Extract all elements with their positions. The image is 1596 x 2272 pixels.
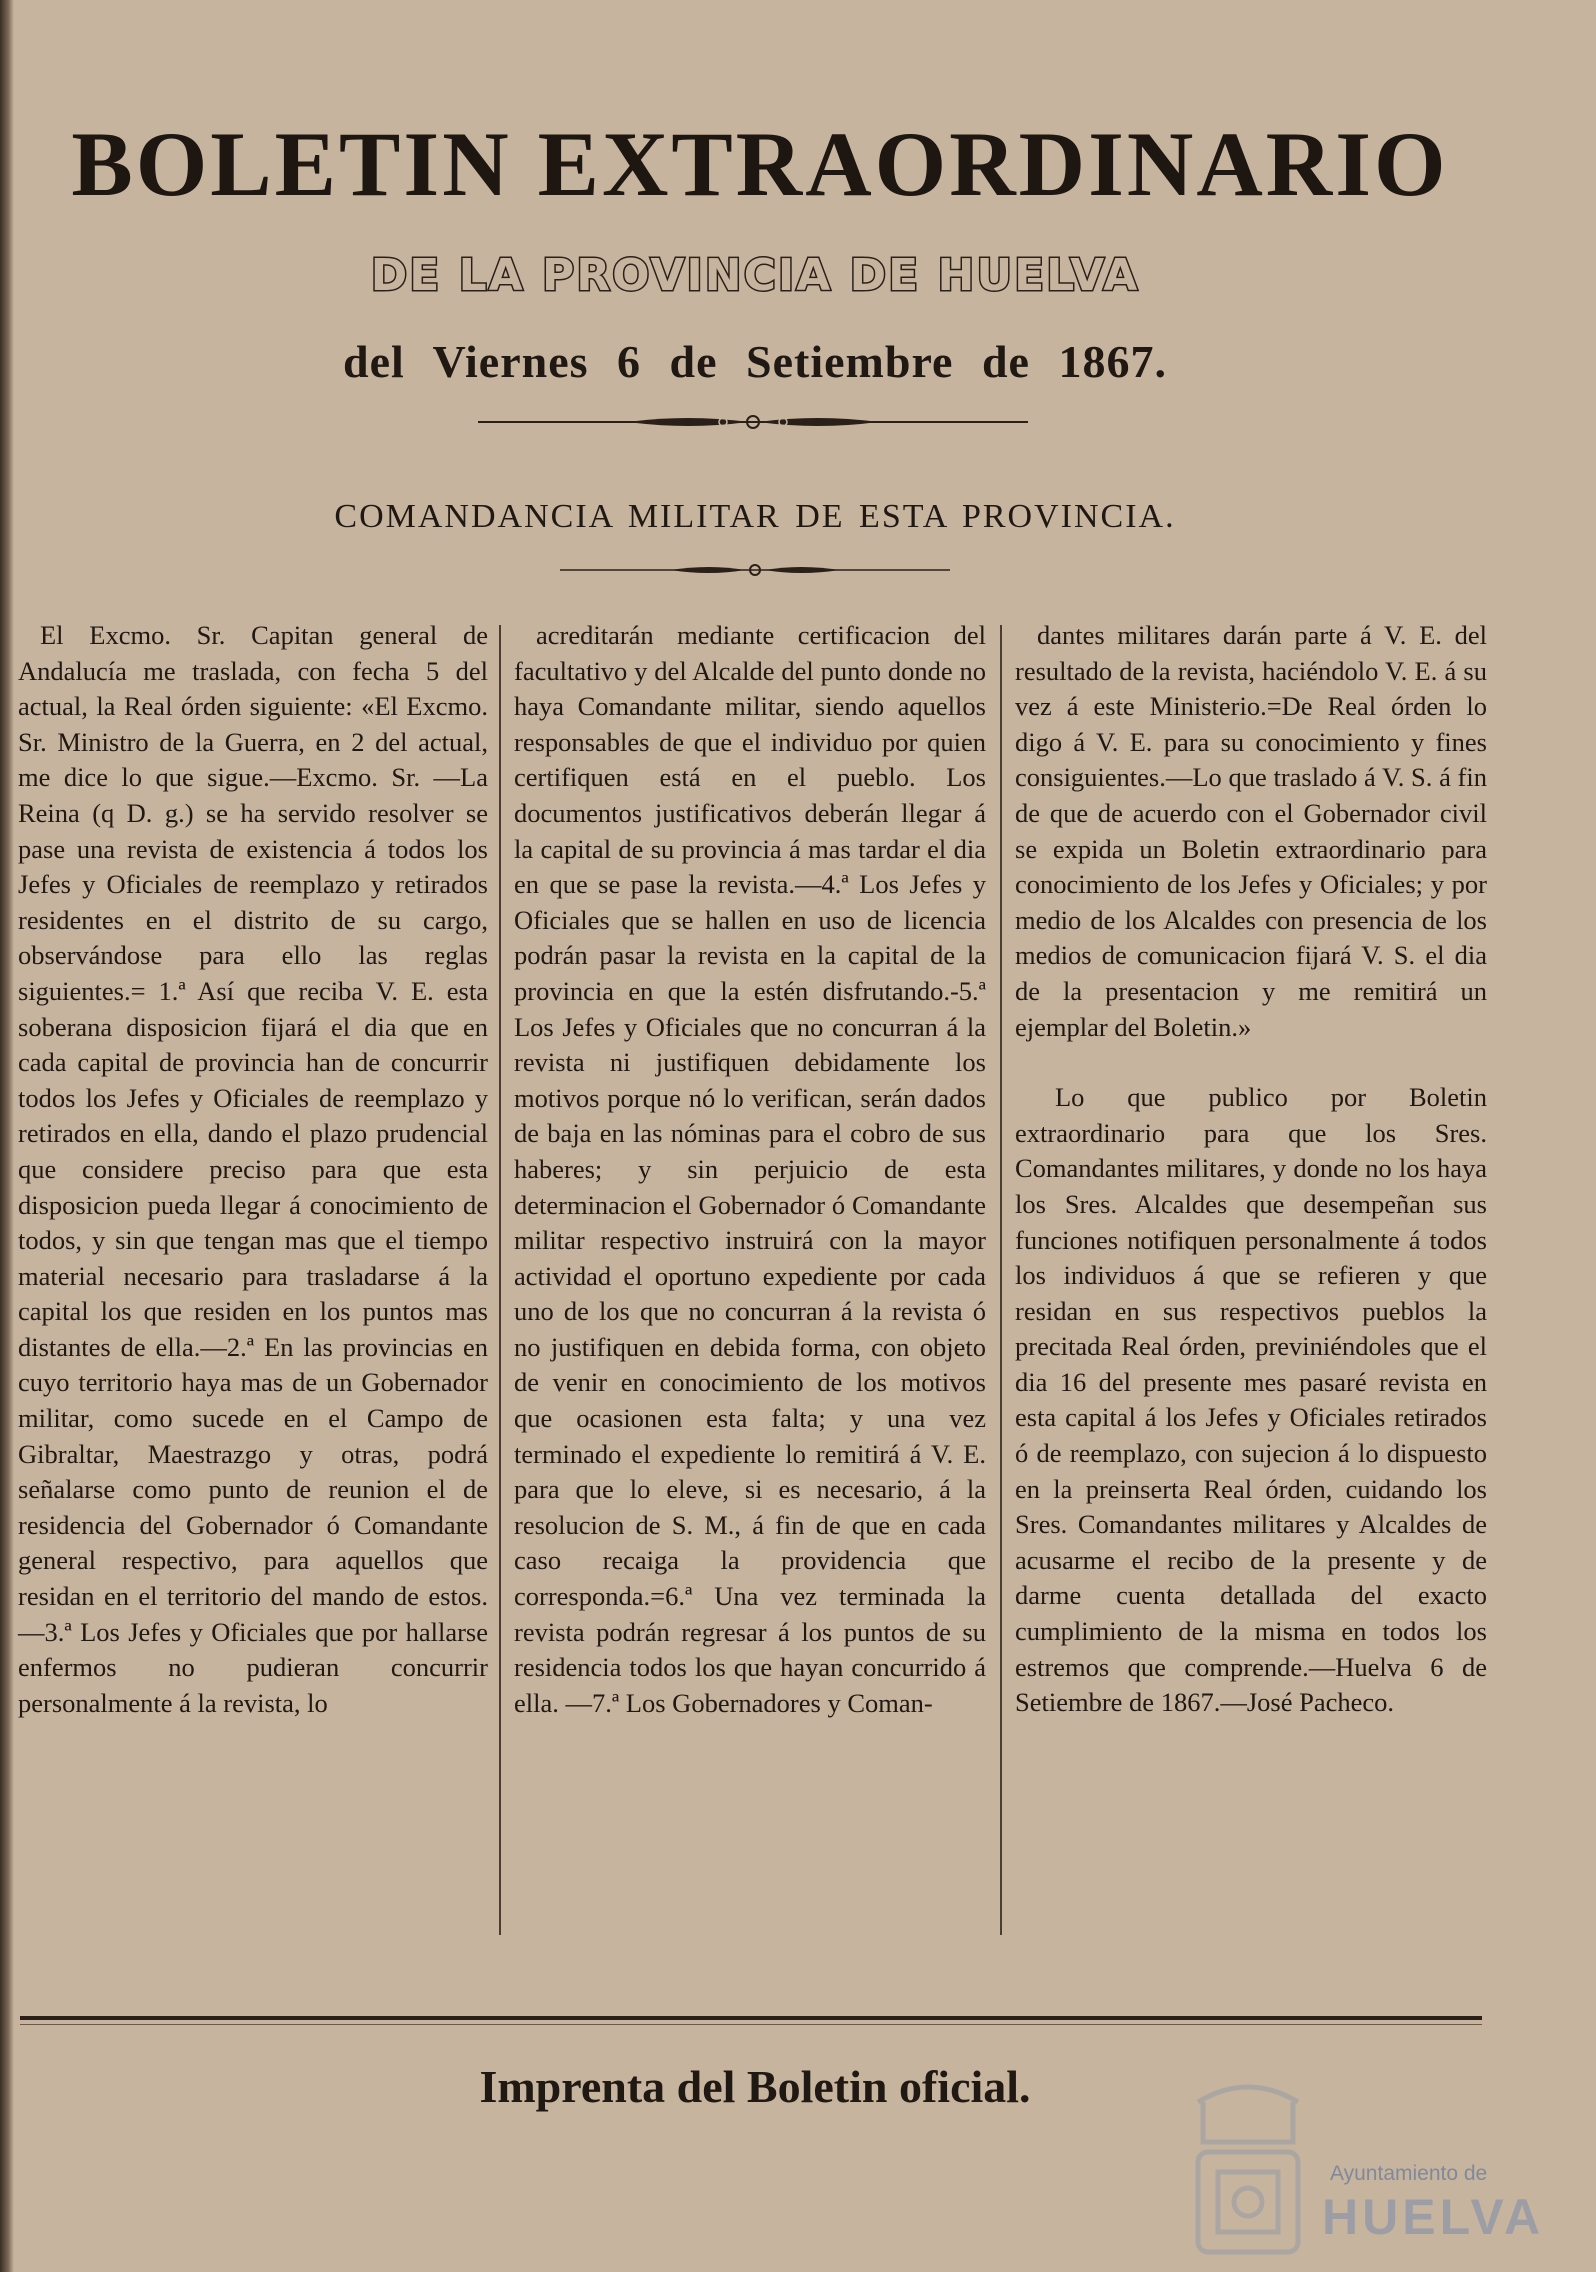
ornamental-rule-section — [560, 560, 950, 580]
footer-rule — [20, 2016, 1482, 2020]
column-1-text: El Excmo. Sr. Capitan general de Andalucía me traslada, con fecha 5 del actual, la Real órden siguiente: «El Excmo. Sr. Ministro de la Guerra, en 2 del actual, me dice lo que sigue.—Excmo. Sr. —La Reina (q D. g.) se ha servido resolver se pase una revista de existencia á todos los Jefes y Oficiales de reemplazo y retirados residentes en el distrito de su cargo, observándose para ello las reglas siguientes.= 1.ª Así que reciba V. E. esta soberana disposicion fijará el dia que en cada capital de provincia han de concurrir todos los Jefes y Oficiales de reemplazo y retirados en ella, dando el plazo prudencial que considere preciso para que esta disposicion pueda llegar á conocimiento de todos, y sin que tengan mas que el tiempo material necesario para trasladarse á la capital los que residen en los puntos mas distantes de ella.—2.ª En las provincias en cuyo territorio haya mas de un Gobernador militar, como sucede en el Campo de Gibraltar, Maestrazgo y otras, podrá señalarse como punto de reunion el de residencia del Gobernador ó Comandante general respectivo, para aquellos que residan en el territorio del mando de estos. —3.ª Los Jefes y Oficiales que por hallarse enfermos no pudieran concurrir personalmente á la revista, lo — [18, 620, 488, 1718]
column-divider-1 — [499, 625, 501, 1935]
ornamental-rule-top — [478, 410, 1028, 434]
column-3-text-1: dantes militares darán parte á V. E. del resultado de la revista, haciéndolo V. E. á su vez á este Ministerio.=De Real órden lo digo á V. E. para su conocimiento y fines consiguientes.—Lo que traslado á V. S. á fin de que de acuerdo con el Gobernador civil se expida un Boletin extraordinario para conocimiento de los Jefes y Oficiales; y por medio de los Alcaldes con presencia de los medios de comunicacion fijará V. S. el dia de la presentacion y me remitirá un ejemplar del Boletin.» — [1015, 620, 1487, 1042]
printer-imprint: Imprenta del Boletin oficial. — [479, 2061, 1031, 2112]
column-2-text: acreditarán mediante certificacion del facultativo y del Alcalde del punto donde no haya Comandante militar, siendo aquellos responsables de que el individuo por quien certifiquen está en el pueblo. Los documentos justificativos deberán llegar á la capital de su provincia á mas tardar el dia en que se pase la revista.—4.ª Los Jefes y Oficiales que se hallen en uso de licencia podrán pasar la revista en la capital de la provincia en que la estén disfrutando.-5.ª Los Jefes y Oficiales que no concurran á la revista ni justifiquen debidamente los motivos porque nó lo verifican, serán dados de baja en las nóminas para el cobro de sus haberes; y sin perjuicio de esta determinacion el Gobernador ó Comandante militar respectivo instruirá con la mayor actividad el oportuno expediente por cada uno de los que no concurran á la revista ó no justifiquen en debida forma, con objeto de venir en conocimiento de los motivos que ocasionen esta falta; y una vez terminado el expediente lo remitirá á V. E. para que lo eleve, si es necesario, á la resolucion de S. M., á fin de que en cada caso recaiga la providencia que corresponda.=6.ª Una vez terminada la revista podrán regresar á los puntos de su residencia todos los que hayan concurrido á ella. —7.ª Los Gobernadores y Coman- — [514, 620, 986, 1718]
footer-rule-thin — [20, 2024, 1482, 2025]
text-column-2 — [514, 618, 986, 1721]
text-column-1 — [18, 618, 488, 1721]
newspaper-title: BOLETIN EXTRAORDINARIO — [71, 113, 1449, 215]
watermark-line-2: HUELVA — [1322, 2189, 1545, 2245]
column-3-text-2: Lo que publico por Boletin extraordinario para que los Sres. Comandantes militares, y donde no los haya los Sres. Alcaldes que desempeñan sus funciones notifiquen personalmente á todos los individuos á que se refieren y que residan en sus respectivos pueblos la precitada Real órden, previniéndoles que el dia 16 del presente mes pasaré revista en esta capital á los Jefes y Oficiales retirados ó de reemplazo, con sujecion á lo dispuesto en la preinserta Real órden, cuidando los Sres. Comandantes militares y Alcaldes de acusarme el recibo de la presente y de darme cuenta detallada del exacto cumplimiento de la misma en todos los estremos que comprende.—Huelva 6 de Setiembre de 1867.—José Pacheco. — [1015, 1082, 1487, 1718]
newspaper-subtitle: DE LA PROVINCIA DE HUELVA — [370, 250, 1140, 301]
watermark-line-1: Ayuntamiento de — [1330, 2162, 1488, 2185]
column-divider-2 — [1000, 625, 1002, 1935]
text-column-3 — [1015, 618, 1487, 1721]
issue-date: del Viernes 6 de Setiembre de 1867. — [343, 336, 1167, 387]
section-heading: COMANDANCIA MILITAR DE ESTA PROVINCIA. — [334, 498, 1176, 535]
